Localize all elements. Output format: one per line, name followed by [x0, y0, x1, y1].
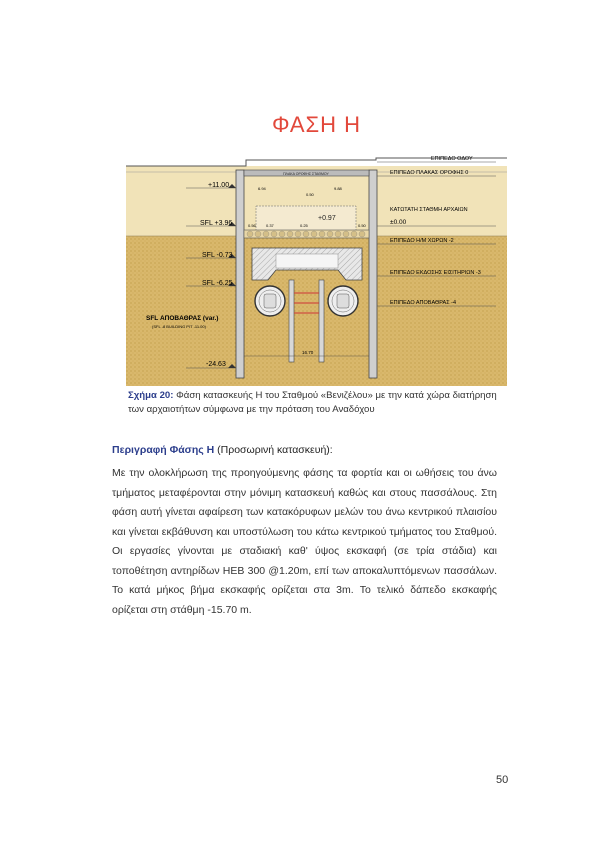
cross-section-drawing: [126, 98, 507, 386]
dimension-label: 0.37: [266, 223, 274, 228]
dimension-label: +0.97: [318, 215, 336, 222]
caption-label: Σχήμα 20:: [128, 390, 174, 401]
center-pile-left: [289, 280, 294, 362]
dimension-label: 0.50: [358, 223, 366, 228]
figure-caption: [128, 389, 498, 417]
section-heading-bold: Περιγραφή Φάσης Η: [112, 444, 215, 456]
body-paragraph: Με την ολοκλήρωση της προηγούμενης φάσης τα φορτία και οι ωθήσεις του άνω τμήματος μεταφέρονται στην μόνιμη κατασκευή καθώς και στους πασσάλους. Στη φάση αυτή γίνεται αφαίρεση των κατακόρυφων μελών του άνω κεντρικού πλαισίου και γίνεται εκβάθυνση και υποστύλωση του κάτω κεντρικού τμήματος του Σταθμού. Οι εργασίες γίνονται με σταδιακή καθ' ύψος εκσκαφή (σε τρία στάδια) και τοποθέτηση αντηρίδων HEB 300 @1.20m, επί των αποκαλυπτόμενων πασσάλων. Το κατά μήκος βήμα εκσκαφής ορίζεται στα 3m. Το τελικό δάπεδο εκσκαφής ορίζεται στη στάθμη -15.70 m.: [112, 467, 497, 616]
roof-slab-label: ΠΛΑΚΑ ΟΡΟΦΗΣ ΣΤΑΘΜΟΥ: [283, 172, 329, 176]
construction-phase-figure: [126, 98, 507, 386]
figure-title: ΦΑΣΗ Η: [271, 112, 362, 137]
level-label: SFL -0.73: [202, 252, 233, 259]
level-label: ΕΠΙΠΕΔΟ ΕΚΔΟΣΗΣ ΕΙΣΙΤΗΡΙΩΝ -3: [390, 270, 481, 276]
section-heading: [112, 444, 333, 456]
section-heading-rest: (Προσωρινή κατασκευή):: [214, 444, 333, 456]
center-pile-right: [319, 280, 324, 362]
dimension-label: 9.88: [334, 186, 342, 191]
level-label: ΕΠΙΠΕΔΟ ΑΠΟΒΑΘΡΑΣ -4: [390, 300, 457, 306]
level-label: (SFL -8 BUILDING PIT -11.00): [152, 324, 206, 329]
level-label: ΕΠΙΠΕΔΟ ΠΛΑΚΑΣ ΟΡΟΦΗΣ 0: [390, 170, 469, 176]
right-diaphragm-wall: [369, 170, 377, 378]
left-diaphragm-wall: [236, 170, 244, 378]
page-number: 50: [496, 774, 509, 786]
dimension-label: 0.25: [300, 223, 308, 228]
level-label: ΕΠΙΠΕΔΟ ΟΔΟΥ: [431, 156, 473, 162]
level-label: ΚΑΤΩΤΑΤΗ ΣΤΑΘΜΗ ΑΡΧΑΙΩΝ: [390, 207, 468, 213]
level-label: SFL -6.25: [202, 280, 233, 287]
level-label: -24.63: [206, 361, 226, 368]
level-label: +11.00: [208, 182, 230, 189]
level-label: ΕΠΙΠΕΔΟ Η/Μ ΧΩΡΩΝ -2: [390, 238, 454, 244]
dimension-label: 16.70: [302, 350, 314, 355]
level-label: SFL +3.96: [200, 220, 233, 227]
level-label: SFL ΑΠΟΒΑΘΡΑΣ (var.): [146, 315, 219, 322]
caption-text: Φάση κατασκευής Η του Σταθμού «Βενιζέλου» με την κατά χώρα διατήρηση των αρχαιοτήτων σύμφωνα με την πρόταση του Αναδόχου: [128, 390, 497, 415]
dimension-label: 6.94: [258, 186, 266, 191]
dimension-label: 0.50: [306, 192, 314, 197]
level-label: ±0.00: [390, 219, 407, 226]
dimension-label: 0.56: [248, 223, 256, 228]
